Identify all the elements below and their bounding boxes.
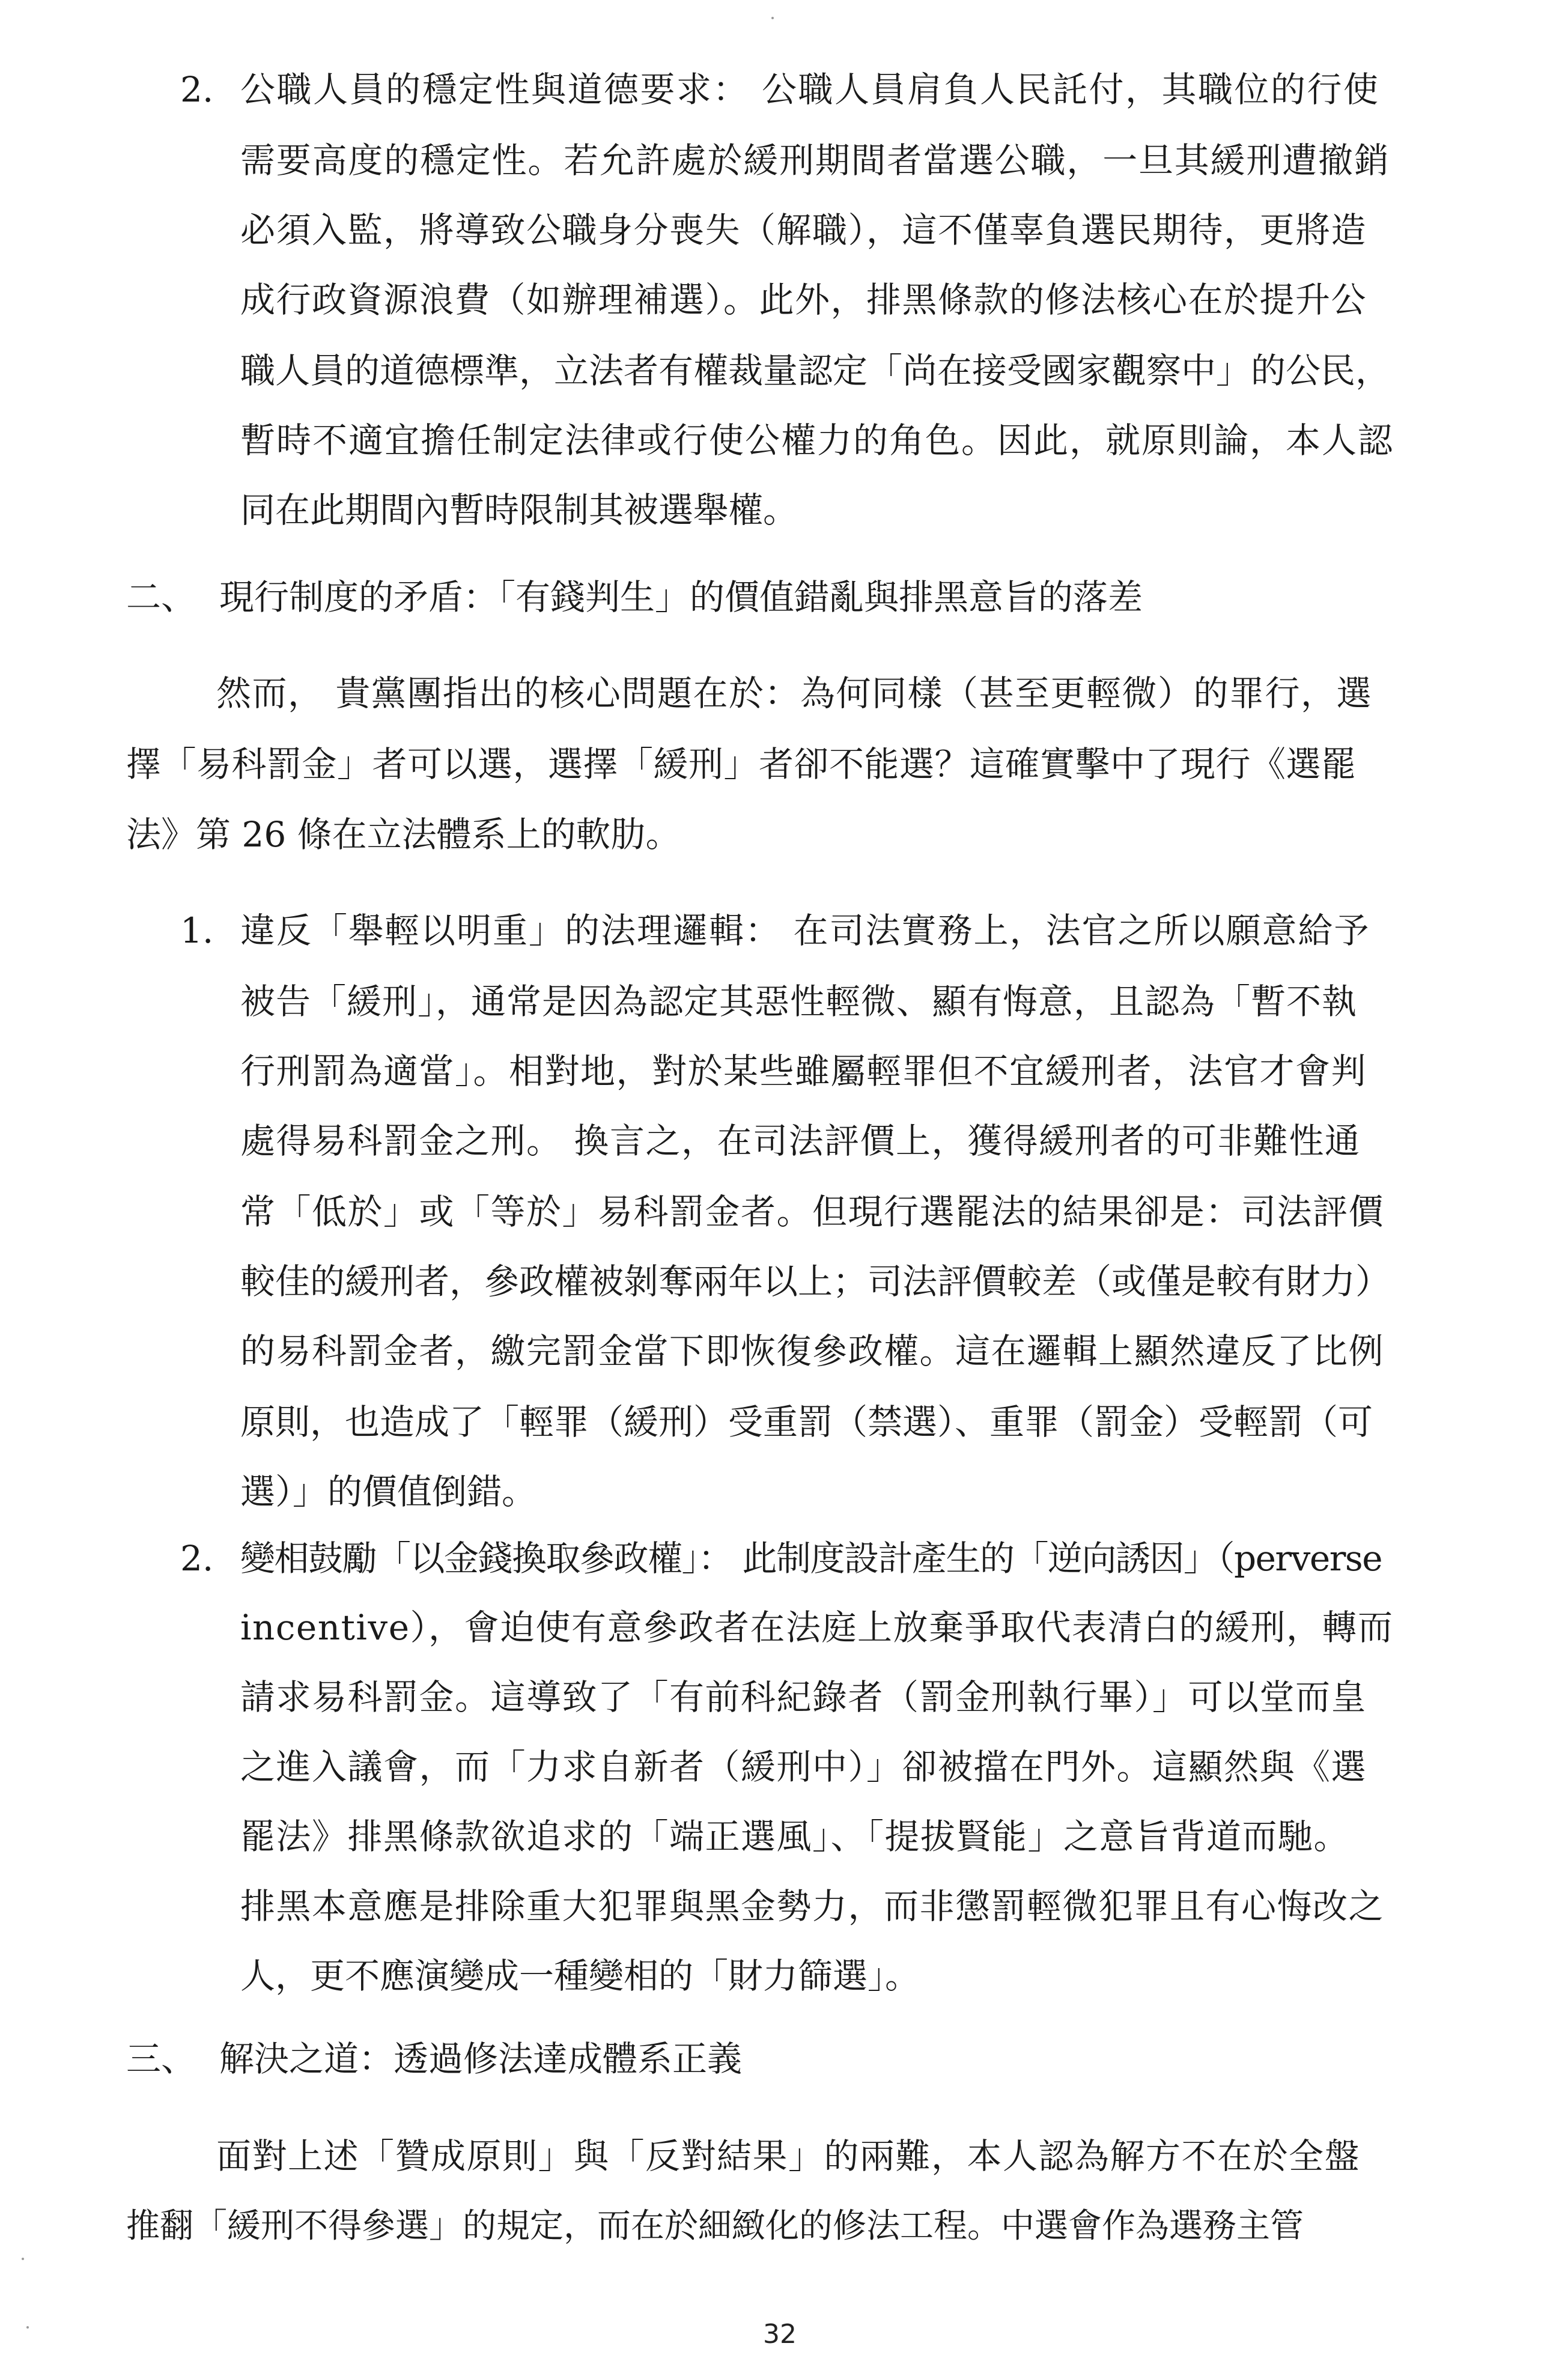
text-line: 較佳的緩刑者，參政權被剝奪兩年以上；司法評價較差（或僅是較有財力） <box>240 1261 1391 1302</box>
text-line: 請求易科罰金。這導致了「有前科紀錄者（罰金刑執行畢）」可以堂而皇 <box>240 1677 1367 1718</box>
text-line: 必須入監，將導致公職身分喪失（解職），這不僅辜負選民期待，更將造 <box>240 210 1367 251</box>
list-number: 2. <box>180 1538 214 1579</box>
text-line: 之進入議會，而「力求自新者（緩刑中）」卻被擋在門外。這顯然與《選 <box>240 1746 1367 1787</box>
scan-speck <box>26 2326 29 2329</box>
list-number: 2. <box>180 69 214 110</box>
text-line: 選）」的價值倒錯。 <box>240 1471 537 1512</box>
text-line: 需要高度的穩定性。若允許處於緩刑期間者當選公職，一旦其緩刑遭撤銷 <box>240 140 1390 181</box>
section-heading: 解決之道：透過修法達成體系正義 <box>219 2038 743 2079</box>
text-line: incentive），會迫使有意參政者在法庭上放棄爭取代表清白的緩刑，轉而 <box>240 1607 1394 1648</box>
text-line: 同在此期間內暫時限制其被選舉權。 <box>240 490 798 530</box>
text-line: 常「低於」或「等於」易科罰金者。但現行選罷法的結果卻是：司法評價 <box>240 1191 1385 1232</box>
text-line: 暫時不適宜擔任制定法律或行使公權力的角色。因此，就原則論，本人認 <box>240 420 1394 461</box>
text-line: 被告「緩刑」，通常是因為認定其惡性輕微、顯有悔意，且認為「暫不執 <box>240 981 1358 1022</box>
text-line: 職人員的道德標準，立法者有權裁量認定「尚在接受國家觀察中」的公民， <box>240 350 1391 391</box>
text-line: 處得易科罰金之刑。 換言之，在司法評價上，獲得緩刑者的可非難性通 <box>240 1120 1361 1161</box>
text-line: 公職人員的穩定性與道德要求： 公職人員肩負人民託付，其職位的行使 <box>240 69 1380 110</box>
text-line: 罷法》排黑條款欲追求的「端正選風」、「提拔賢能」之意旨背道而馳。 <box>240 1816 1350 1857</box>
text-line: 違反「舉輕以明重」的法理邏輯： 在司法實務上，法官之所以願意給予 <box>240 910 1370 951</box>
paragraph-line: 擇「易科罰金」者可以選，選擇「緩刑」者卻不能選？這確實擊中了現行《選罷 <box>126 744 1357 785</box>
section-heading: 現行制度的矛盾：「有錢判生」的價值錯亂與排黑意旨的落差 <box>219 577 1143 618</box>
scan-speck <box>22 2258 24 2260</box>
text-line: 排黑本意應是排除重大犯罪與黑金勢力，而非懲罰輕微犯罪且有心悔改之 <box>240 1886 1385 1927</box>
paragraph-line: 然而， 貴黨團指出的核心問題在於：為何同樣（甚至更輕微）的罪行，選 <box>216 673 1372 714</box>
section-marker: 三、 <box>126 2038 196 2079</box>
text-line: 行刑罰為適當」。相對地，對於某些雖屬輕罪但不宜緩刑者，法官才會判 <box>240 1051 1367 1092</box>
paragraph-line: 面對上述「贊成原則」與「反對結果」的兩難，本人認為解方不在於全盤 <box>216 2136 1361 2177</box>
text-line: 變相鼓勵「以金錢換取參政權」： 此制度設計產生的「逆向誘因」（perverse <box>240 1538 1382 1579</box>
paragraph-line: 推翻「緩刑不得參選」的規定，而在於細緻化的修法工程。中選會作為選務主管 <box>126 2207 1304 2246</box>
paragraph-line: 法》第 26 條在立法體系上的軟肋。 <box>126 814 681 855</box>
list-number: 1. <box>180 910 214 951</box>
text-line: 人，更不應演變成一種變相的「財力篩選」。 <box>240 1955 920 1996</box>
text-line: 的易科罰金者，繳完罰金當下即恢復參政權。這在邏輯上顯然違反了比例 <box>240 1331 1385 1372</box>
text-line: 原則，也造成了「輕罪（緩刑）受重罰（禁選）、重罪（罰金）受輕罰（可 <box>240 1402 1373 1442</box>
section-marker: 二、 <box>126 577 196 618</box>
text-line: 成行政資源浪費（如辦理補選）。此外，排黑條款的修法核心在於提升公 <box>240 279 1367 320</box>
scan-speck <box>771 17 774 19</box>
page-number: 32 <box>763 2319 797 2350</box>
